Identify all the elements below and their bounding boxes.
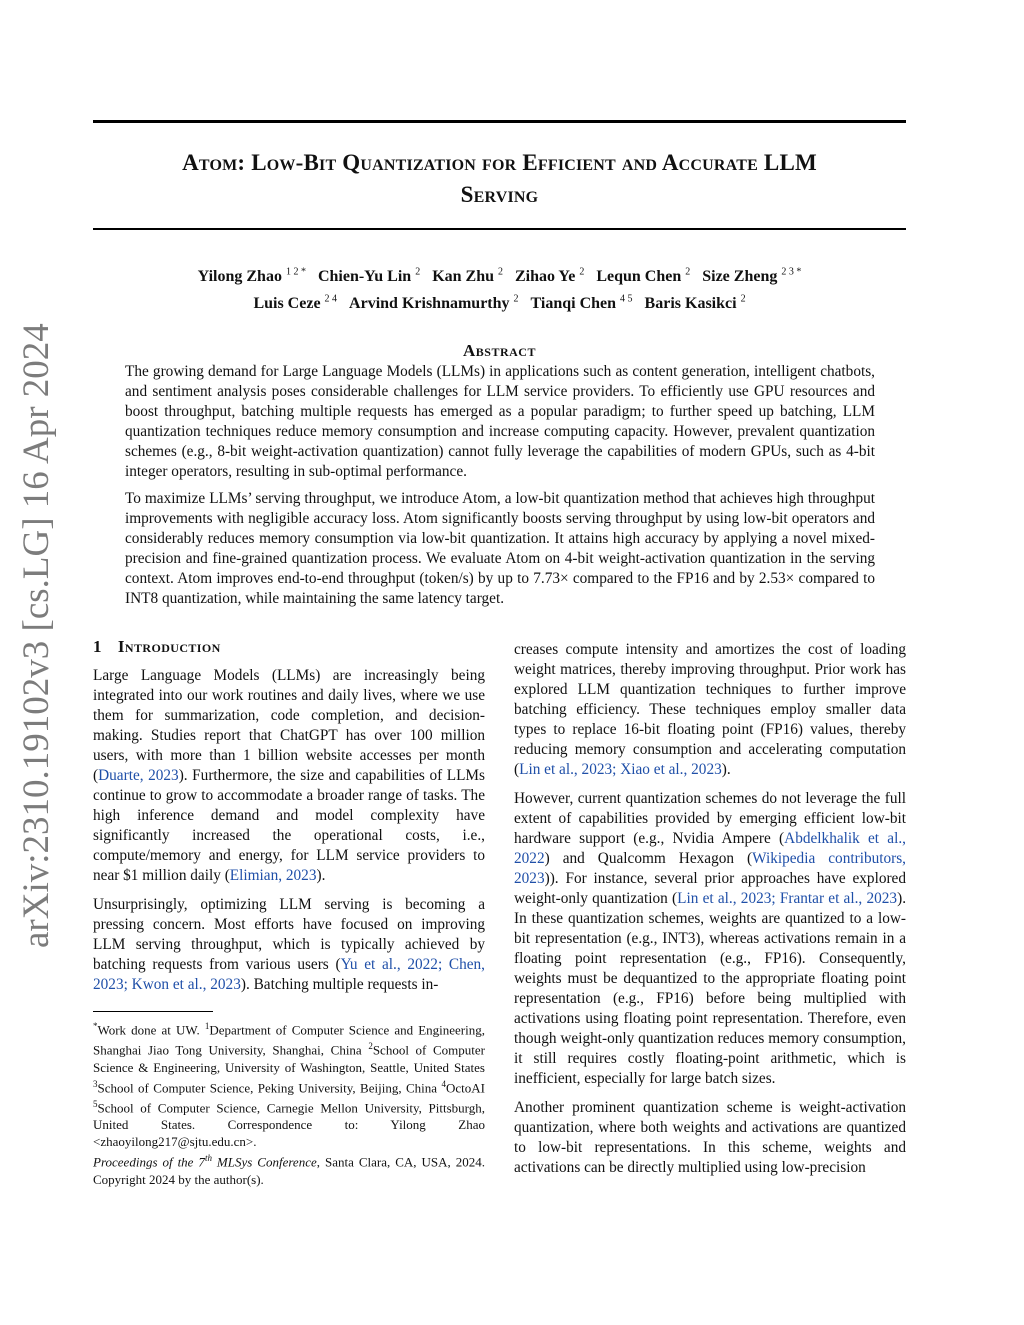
right-column xyxy=(514,640,906,1187)
citation-link[interactable]: Abdelkhalik et al., 2022 xyxy=(514,830,906,867)
author: Chien-Yu Lin $^2$ xyxy=(317,267,421,286)
section-title: Introduction xyxy=(117,637,221,656)
title-bottom-rule xyxy=(93,228,906,230)
author: Tianqi Chen $^{4 5}$ xyxy=(530,293,633,312)
author: Zihao Ye $^2$ xyxy=(515,267,585,286)
author: Kan Zhu $^2$ xyxy=(432,267,503,286)
author-list xyxy=(93,262,906,315)
author: Baris Kasikci $^2$ xyxy=(644,293,746,312)
intro-paragraph-2: Unsurprisingly, optimizing LLM serving is becoming a pressing concern. Most efforts have focused on improving LLM serving throughput, which is typically achieved by batching requests from various users (Yu et al., 2022; Chen, 2023; Kwon et al., 2023). Batching multiple requests in- xyxy=(93,896,486,993)
arxiv-identifier: arXiv:2310.19102v3 [cs.LG] 16 Apr 2024 xyxy=(16,323,57,948)
abstract-heading: Abstract xyxy=(463,341,536,360)
citation-link[interactable]: Duarte, 2023 xyxy=(98,767,179,784)
intro-paragraph-1: Large Language Models (LLMs) are increasingly being integrated into our work routines and daily lives, where we use them for summarization, code completion, and decision-making. Studies report that ChatGPT has over 100 million users, with more than 1 billion website accesses per month (Duarte, 2023). Furthermore, the size and capabilities of LLMs continue to grow to accommodate a broader range of tasks. The high inference demand and model complexity have significantly increased the operational costs, i.e., compute/memory and energy, for LLM service providers to near $1 million daily (Elimian, 2023). xyxy=(93,667,485,884)
citation-link[interactable]: Yu et al., 2022; Chen, 2023; Kwon et al., 2023 xyxy=(93,956,486,993)
abstract-body xyxy=(125,362,875,616)
abstract-paragraph-1: The growing demand for Large Language Models (LLMs) in applications such as content generation, intelligent chatbots, and sentiment analysis poses considerable challenges for LLM service providers. To efficiently use GPU resources and boost throughput, batching multiple requests has emerged as a popular paradigm; to further speed up batching, LLM quantization techniques reduce memory consumption and increase computing capacity. However, prevalent quantization schemes (e.g., 8-bit weight-activation quantization) cannot fully leverage the capabilities of modern GPUs, such as 4-bit integer operators, resulting in sub-optimal performance. xyxy=(125,363,875,480)
author: Size Zheng $^{2 3 *}$ xyxy=(702,267,802,286)
citation-link[interactable]: Lin et al., 2023; Xiao et al., 2023 xyxy=(519,761,722,778)
author: Arvind Krishnamurthy $^2$ xyxy=(349,293,519,312)
author: Luis Ceze $^{2 4}$ xyxy=(253,293,338,312)
citation-link[interactable]: Wikipedia contributors, 2023 xyxy=(514,850,907,887)
footnote-rule xyxy=(93,1011,213,1012)
title-line-1: Atom: Low-Bit Quantization for Efficient and Accurate LLM xyxy=(182,150,817,175)
intro-paragraph-3: However, current quantization schemes do not leverage the full extent of capabilities provided by emerging efficient low-bit hardware support (e.g., Nvidia Ampere (Abdelkhalik et al., 2022) and Qualcomm Hexagon (Wikipedia contributors, 2023)). For instance, several prior approaches have explored weight-only quantization (Lin et al., 2023; Frantar et al., 2023). In these quantization schemes, weights are quantized to a low-bit representation (e.g., INT3), whereas activations remain in a floating point representation (e.g., FP16). Consequently, weights must be dequantized to the appropriate floating point representation (e.g., FP16) before being multiplied with activations using floating point representation. Therefore, even though weight-only quantization reduces memory consumption, it still requires costly floating-point arithmetic, which is inefficient, especially for large batch sizes. xyxy=(514,790,907,1087)
left-column xyxy=(93,636,485,1188)
intro-paragraph-continued: creases compute intensity and amortizes the cost of loading weight matrices, thereby improving throughput. Prior work has explored LLM quantization techniques to further improve batching efficiency. These techniques employ smaller data types to replace 16-bit floating point (FP16) values, thereby reducing memory consumption and accelerating computation (Lin et al., 2023; Xiao et al., 2023). xyxy=(514,641,906,778)
author-line-2 xyxy=(93,288,906,314)
section-heading-introduction xyxy=(93,636,485,658)
section-number: 1 xyxy=(93,637,102,656)
abstract-paragraph-2: To maximize LLMs’ serving throughput, we introduce Atom, a low-bit quantization method that achieves high throughput improvements with negligible accuracy loss. Atom significantly boosts serving throughput by using low-bit operators and considerably reduces memory consumption via low-bit quantization. It attains high accuracy by applying a novel mixed-precision and fine-grained quantization process. We evaluate Atom on 4-bit weight-activation quantization in the serving context. Atom improves end-to-end throughput (token/s) by up to 7.73× compared to the FP16 and by 2.53× compared to INT8 quantization, while maintaining the same latency target. xyxy=(125,490,875,607)
title-top-rule xyxy=(93,120,906,123)
author-line-1 xyxy=(93,262,906,288)
author: Lequn Chen $^2$ xyxy=(596,267,691,286)
citation-link[interactable]: Elimian, 2023 xyxy=(229,867,317,884)
intro-paragraph-4: Another prominent quantization scheme is weight-activation quantization, where both weights and activations are quantized to low-bit representations. In this scheme, weights and activations can be directly multiplied using low-precision xyxy=(514,1099,906,1176)
citation-link[interactable]: Lin et al., 2023; Frantar et al., 2023 xyxy=(677,890,898,907)
author: Yilong Zhao $^{1 2 *}$ xyxy=(197,267,306,286)
proceedings-note: Proceedings of the 7th MLSys Conference, Santa Clara, CA, USA, 2024. Copyright 2024 by the author(s). xyxy=(93,1153,485,1187)
title-line-2: Serving xyxy=(460,182,539,207)
affiliation-footnote: *Work done at UW. $^1$Department of Computer Science and Engineering, Shanghai Jiao Tong University, Shanghai, China $^2$School of Computer Science & Engineering, University of Washington, Seattle, United States $^3$School of Computer Science, Peking University, Beijing, China $^4$OctoAI $^5$School of Computer Science, Carnegie Mellon University, Pittsburgh, United States. Correspondence to: Yilong Zhao <zhaoyilong217@sjtu.edu.cn>. xyxy=(93,1021,486,1150)
footnotes xyxy=(93,1018,485,1188)
paper-title xyxy=(93,147,906,211)
